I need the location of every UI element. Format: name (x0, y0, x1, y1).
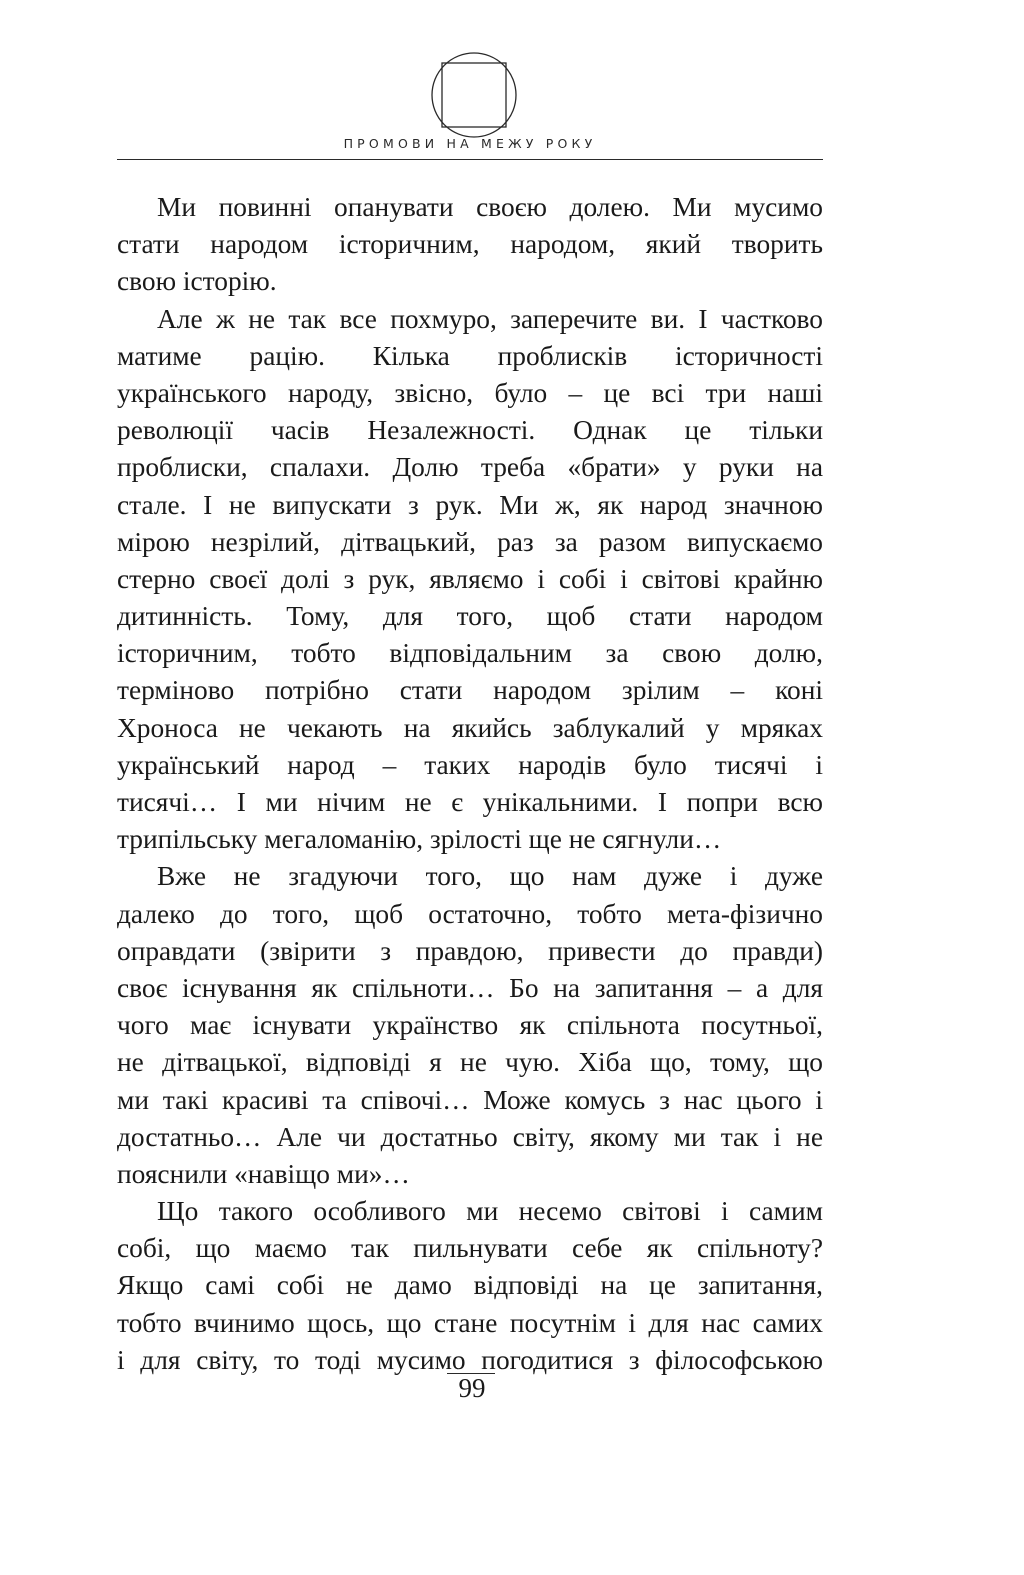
text-line: українського народу, звісно, було – це всі три наші (117, 377, 823, 408)
text-line: ми такі красиві та співочі… Може комусь з нас цього і (117, 1084, 823, 1115)
text-line: стерно своєї долі з рук, являємо і собі і світові крайню (117, 563, 823, 594)
text-line: свою історію. (117, 266, 277, 297)
text-line: Що такого особливого ми несемо світові і самим (157, 1196, 823, 1227)
text-line: Хроноса не чекають на якийсь заблукалий у мряках (117, 712, 823, 743)
text-line: трипільську мегаломанію, зрілості ще не сягнули… (117, 824, 722, 855)
text-line: не дітвацької, відповіді я не чую. Хіба що, тому, що (117, 1047, 823, 1078)
text-line: Якщо самі собі не дамо відповіді на це запитання, (117, 1270, 823, 1301)
text-line: собі, що маємо так пильнувати себе як спільноту? (117, 1233, 823, 1264)
text-line: пояснили «навіщо ми»… (117, 1158, 410, 1189)
text-line: Але ж не так все похмуро, заперечите ви. І частково (157, 303, 823, 334)
text-line: Ми повинні опанувати своєю долею. Ми мусимо (157, 192, 823, 222)
text-line: Вже не згадуючи того, що нам дуже і дуже (157, 861, 823, 892)
text-line: далеко до того, щоб остаточно, тобто мета-фізично (117, 898, 823, 929)
text-line: тобто вчинимо щось, що стане посутнім і для нас самих (117, 1307, 823, 1338)
circle-square-emblem-icon (429, 50, 519, 140)
text-line: чого має існувати українство як спільнота посутньої, (117, 1010, 823, 1041)
text-line: історичним, тобто відповідальним за свою долю, (117, 638, 823, 669)
running-head-title: ПРОМОВИ НА МЕЖУ РОКУ (343, 136, 597, 151)
text-line: революції часів Незалежності. Однак це тільки (117, 415, 823, 446)
page-number: 99 (458, 1373, 486, 1403)
text-line: дитинність. Тому, для того, щоб стати народом (117, 601, 823, 632)
text-line: тисячі… І ми нічим не є унікальними. І попри всю (117, 787, 823, 817)
text-line: матиме рацію. Кілька проблисків історичності (117, 340, 823, 371)
text-line: достатньо… Але чи достатньо світу, якому ми так і не (117, 1121, 823, 1152)
text-line: своє існування як спільноти… Бо на запитання – а для (117, 972, 823, 1003)
text-line: стати народом історичним, народом, який творить (117, 229, 823, 260)
header-divider (117, 159, 823, 160)
text-line: мірою незрілий, дітвацький, раз за разом випускаємо (117, 526, 823, 557)
text-line: проблиски, спалахи. Долю треба «брати» у руки на (117, 452, 823, 483)
text-line: терміново потрібно стати народом зрілим – коні (117, 675, 823, 706)
text-line: український народ – таких народів було тисячі і (117, 749, 823, 780)
text-line: сталe. І не випускати з рук. Ми ж, як народ значною (117, 489, 823, 520)
text-line: оправдати (звірити з правдою, привести до правди) (117, 935, 823, 966)
body-text (117, 189, 823, 1379)
text-line: і для світу, то тоді мусимо погодитися з філософською (117, 1344, 823, 1375)
